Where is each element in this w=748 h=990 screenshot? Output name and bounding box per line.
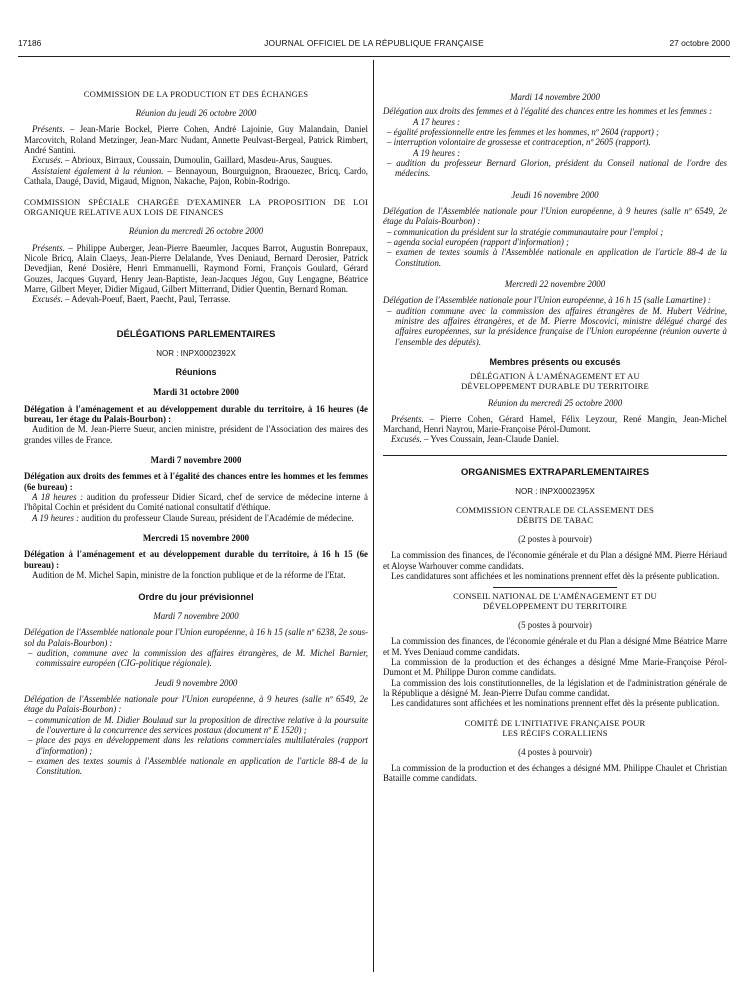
postes-count: (5 postes à pourvoir): [518, 620, 592, 631]
meeting-date: Mardi 7 novembre 2000: [153, 610, 239, 621]
list-item: – examen de textes soumis à l'Assemblée nationale en application de l'article 88-4 de la Constitution.: [387, 247, 727, 268]
agenda-detail: audition du professeur Claude Sureau, président de l'Académie de médecine.: [79, 512, 354, 523]
presents-paragraph: [24, 124, 368, 155]
delegation-title: Délégation aux droits des femmes et à l'égalité des chances entre les hommes et les femmes (6e bureau) :: [24, 471, 368, 492]
excuses-label: Excusés.: [32, 155, 63, 166]
list-item: – audition, commune avec la commission des affaires étrangères, de M. Michel Barnier, commissaire européen (CIG-politique régionale).: [28, 647, 368, 669]
meeting-date: Réunion du mercredi 25 octobre 2000: [487, 398, 623, 409]
presents-paragraph: [24, 243, 368, 295]
organism-title: COMITÉ DE L'INITIATIVE FRANÇAISE POUR LES RÉCIFS CORALLIENS: [464, 717, 646, 738]
delegation-title: Délégation de l'Assemblée nationale pour l'Union européenne, à 9 heures (salle nº 6549, 2e étage du Palais-Bourbon) :: [24, 693, 368, 715]
delegation-name: DÉLÉGATION À L'AMÉNAGEMENT ET AU DÉVELOPPEMENT DURABLE DU TERRITOIRE: [461, 371, 649, 392]
left-column: [24, 90, 368, 777]
presents-names: – Jean-Marie Bockel, Pierre Cohen, André Lajoinie, Guy Malandain, Daniel Marcovitch, Roland Metzinger, Jean-Marc Nudant, Annette Peulvast-Bergeal, Patrick Rimbert, André Santini.: [24, 124, 368, 155]
presents-label: Présents.: [32, 242, 65, 253]
agenda-text: [24, 492, 368, 513]
delegations-heading: DÉLÉGATIONS PARLEMENTAIRES: [116, 328, 276, 340]
agenda-time: A 18 heures :: [32, 491, 84, 502]
agenda-text: Audition de M. Jean-Pierre Sueur, ancien ministre, président de l'Association des maires des grandes villes de France.: [24, 424, 368, 445]
meeting-date: Mardi 7 novembre 2000: [150, 454, 242, 465]
reunions-heading: Réunions: [175, 366, 217, 377]
nor-reference: NOR : INPX0002395X: [515, 486, 595, 496]
postes-count: (2 postes à pourvoir): [518, 533, 592, 544]
meeting-date: Jeudi 16 novembre 2000: [511, 189, 599, 200]
ordre-du-jour-heading: Ordre du jour prévisionnel: [138, 592, 254, 603]
list-item: – place des pays en développement dans les relations commerciales multilatérales (rapport d'information) ;: [28, 735, 368, 756]
delegation-title: Délégation aux droits des femmes et à l'égalité des chances entre les hommes et les femmes :: [383, 106, 713, 117]
list-item: – communication du président sur la stratégie communautaire pour l'emploi ;: [387, 226, 664, 237]
delegation-title: Délégation à l'aménagement et au développement durable du territoire, à 16 heures (4e bureau, 1er étage du Palais-Bourbon) :: [24, 403, 368, 424]
agenda-detail: audition du professeur Didier Sicard, chef de service de médecine interne à l'hôpital Cochin et président du Comité national consultatif d'éthique.: [24, 491, 368, 513]
agenda-text: [24, 513, 368, 523]
agenda-time: A 17 heures :: [413, 116, 461, 127]
list-item: – égalité professionnelle entre les femmes et les hommes, nº 2604 (rapport) ;: [387, 126, 659, 137]
presents-names: – Philippe Auberger, Jean-Pierre Baeumler, Jacques Barrot, Augustin Bonrepaux, Nicole Bricq, Alain Claeys, Jean-Pierre Delalande, Yves Deniaud, Bernard Derosier, Patrick Devedjian, René Dosière, Henri Emmanuelli, Raymond Forni, François Goulard, Gérard Gouzes, Jacques Guyard, Henry Jean-Baptiste, Jean-Jacques Jégou, Guy Lengagne, Béatrice Marre, Gilbert Meyer, Didier Migaud, Gilbert Mitterrand, Didier Quentin, Bernard Roman.: [24, 242, 368, 294]
commission-speciale-title: COMMISSION SPÉCIALE CHARGÉE D'EXAMINER LA PROPOSITION DE LOI ORGANIQUE RELATIVE AUX LOIS DE FINANCES: [24, 197, 368, 218]
delegation-title: Délégation à l'aménagement et au développement durable du territoire, à 16 h 15 (6e bureau) :: [24, 549, 368, 570]
agenda-time: A 19 heures :: [413, 147, 461, 158]
excuses-names: – Adevah-Poeuf, Baert, Paecht, Paul, Terrasse.: [62, 294, 231, 305]
list-item: – audition commune avec la commission des affaires étrangères de M. Hubert Védrine, ministre des affaires étrangères, et de M. Pierre Moscovici, ministre délégué chargé des affaires européennes, sur la présidence française de l'Union européenne (réunion ouverte à l'ensemble des députés).: [387, 305, 727, 347]
nomination-paragraph: La commission des finances, de l'économie générale et du Plan a désigné MM. Pierre Hériaud et Aloyse Warhouver comme candidats.: [383, 550, 727, 571]
list-item: – audition du professeur Bernard Glorion, président du Conseil national de l'ordre des médecins.: [387, 157, 727, 179]
assistaient-paragraph: [24, 166, 368, 187]
header-rule: [18, 56, 730, 57]
nomination-paragraph: La commission de la production et des échanges a désigné Mme Marie-Françoise Pérol-Dumont et M. Philippe Duron comme candidats.: [383, 657, 727, 678]
presents-label: Présents.: [391, 413, 424, 424]
excuses-label: Excusés.: [391, 434, 422, 445]
column-divider: [373, 60, 374, 972]
list-item: – communication de M. Didier Boulaud sur la proposition de directive relative à la poursuite de l'ouverture à la concurrence des services postaux (document nº E 1520) ;: [28, 714, 368, 735]
issue-date: 27 octobre 2000: [669, 38, 730, 48]
delegation-title: Délégation de l'Assemblée nationale pour l'Union européenne, à 16 h 15 (salle nº 6238, 2e sous-sol du Palais-Bourbon) :: [24, 627, 368, 648]
organismes-heading: ORGANISMES EXTRAPARLEMENTAIRES: [460, 466, 650, 478]
excuses-paragraph: [24, 155, 368, 165]
organism-title: COMMISSION CENTRALE DE CLASSEMENT DES DÉBITS DE TABAC: [456, 504, 654, 525]
short-rule: [493, 587, 617, 588]
excuses-label: Excusés.: [32, 294, 63, 305]
assistaient-names: – Bennayoun, Bourguignon, Braouezec, Bricq, Cardo, Cathala, Daugé, David, Migaud, Mignon, Nakache, Pajon, Robin-Rodrigo.: [24, 165, 368, 186]
nomination-paragraph: La commission de la production et des échanges a désigné MM. Philippe Chaulet et Christian Bataille comme candidats.: [383, 763, 727, 784]
delegation-title: Délégation de l'Assemblée nationale pour l'Union européenne, à 9 heures (salle nº 6549, 2e étage du Palais-Bourbon) :: [383, 205, 727, 227]
excuses-names: – Abrioux, Birraux, Coussain, Dumoulin, Gaillard, Masdeu-Arus, Saugues.: [62, 155, 333, 166]
meeting-date: Mardi 31 octobre 2000: [153, 387, 239, 398]
list-item: – agenda social européen (rapport d'information) ;: [387, 236, 570, 247]
excuses-names: – Yves Coussain, Jean-Claude Daniel.: [421, 434, 559, 445]
page-number: 17186: [18, 38, 42, 48]
meeting-date: Mercredi 22 novembre 2000: [504, 278, 606, 289]
organism-title: CONSEIL NATIONAL DE L'AMÉNAGEMENT ET DU DÉVELOPPEMENT DU TERRITOIRE: [453, 591, 657, 612]
delegation-title: Délégation de l'Assemblée nationale pour l'Union européenne, à 16 h 15 (salle Lamartine) :: [383, 295, 711, 306]
page-header: [18, 39, 730, 53]
list-item: – examen des textes soumis à l'Assemblée nationale en application de l'article 88-4 de la Constitution.: [28, 755, 368, 777]
excuses-paragraph: [383, 434, 727, 444]
postes-count: (4 postes à pourvoir): [518, 746, 592, 757]
membres-heading: Membres présents ou excusés: [489, 356, 621, 367]
nomination-paragraph: Les candidatures sont affichées et les nominations prennent effet dès la présente publication.: [391, 570, 720, 581]
meeting-date: Mardi 14 novembre 2000: [510, 92, 600, 102]
presents-names: – Pierre Cohen, Gérard Hamel, Félix Leyzour, René Mangin, Jean-Michel Marchand, Henri Nayrou, Marie-Françoise Pérol-Dumont.: [383, 413, 727, 434]
meeting-date: Réunion du jeudi 26 octobre 2000: [135, 107, 257, 118]
assistaient-label: Assistaient également à la réunion.: [32, 165, 164, 176]
meeting-date: Mercredi 15 novembre 2000: [142, 532, 250, 543]
journal-title: JOURNAL OFFICIEL DE LA RÉPUBLIQUE FRANÇAISE: [264, 38, 484, 48]
agenda-text: Audition de M. Michel Sapin, ministre de la fonction publique et de la réforme de l'Etat.: [32, 569, 346, 580]
nomination-paragraph: La commission des lois constitutionnelles, de la législation et de l'administration générale de la République a désigné M. Jean-Pierre Dufau comme candidat.: [383, 677, 727, 699]
agenda-time: A 19 heures :: [32, 512, 80, 523]
meeting-date: Jeudi 9 novembre 2000: [154, 677, 238, 688]
meeting-date: Réunion du mercredi 26 octobre 2000: [128, 226, 264, 237]
presents-label: Présents.: [32, 124, 65, 135]
list-item: – interruption volontaire de grossesse et contraception, nº 2605 (rapport).: [387, 137, 651, 148]
presents-paragraph: [383, 414, 727, 435]
nor-reference: NOR : INPX0002392X: [156, 348, 236, 358]
right-column: [383, 92, 727, 784]
excuses-paragraph: [24, 294, 368, 304]
nomination-paragraph: La commission des finances, de l'économie générale et du Plan a désigné Mme Béatrice Marre et M. Yves Deniaud comme candidats.: [383, 636, 728, 657]
commission-production-title: COMMISSION DE LA PRODUCTION ET DES ÉCHANGES: [83, 89, 309, 99]
nomination-paragraph: Les candidatures sont affichées et les nominations prennent effet dès la présente publication.: [391, 698, 720, 709]
section-rule: [383, 455, 727, 456]
